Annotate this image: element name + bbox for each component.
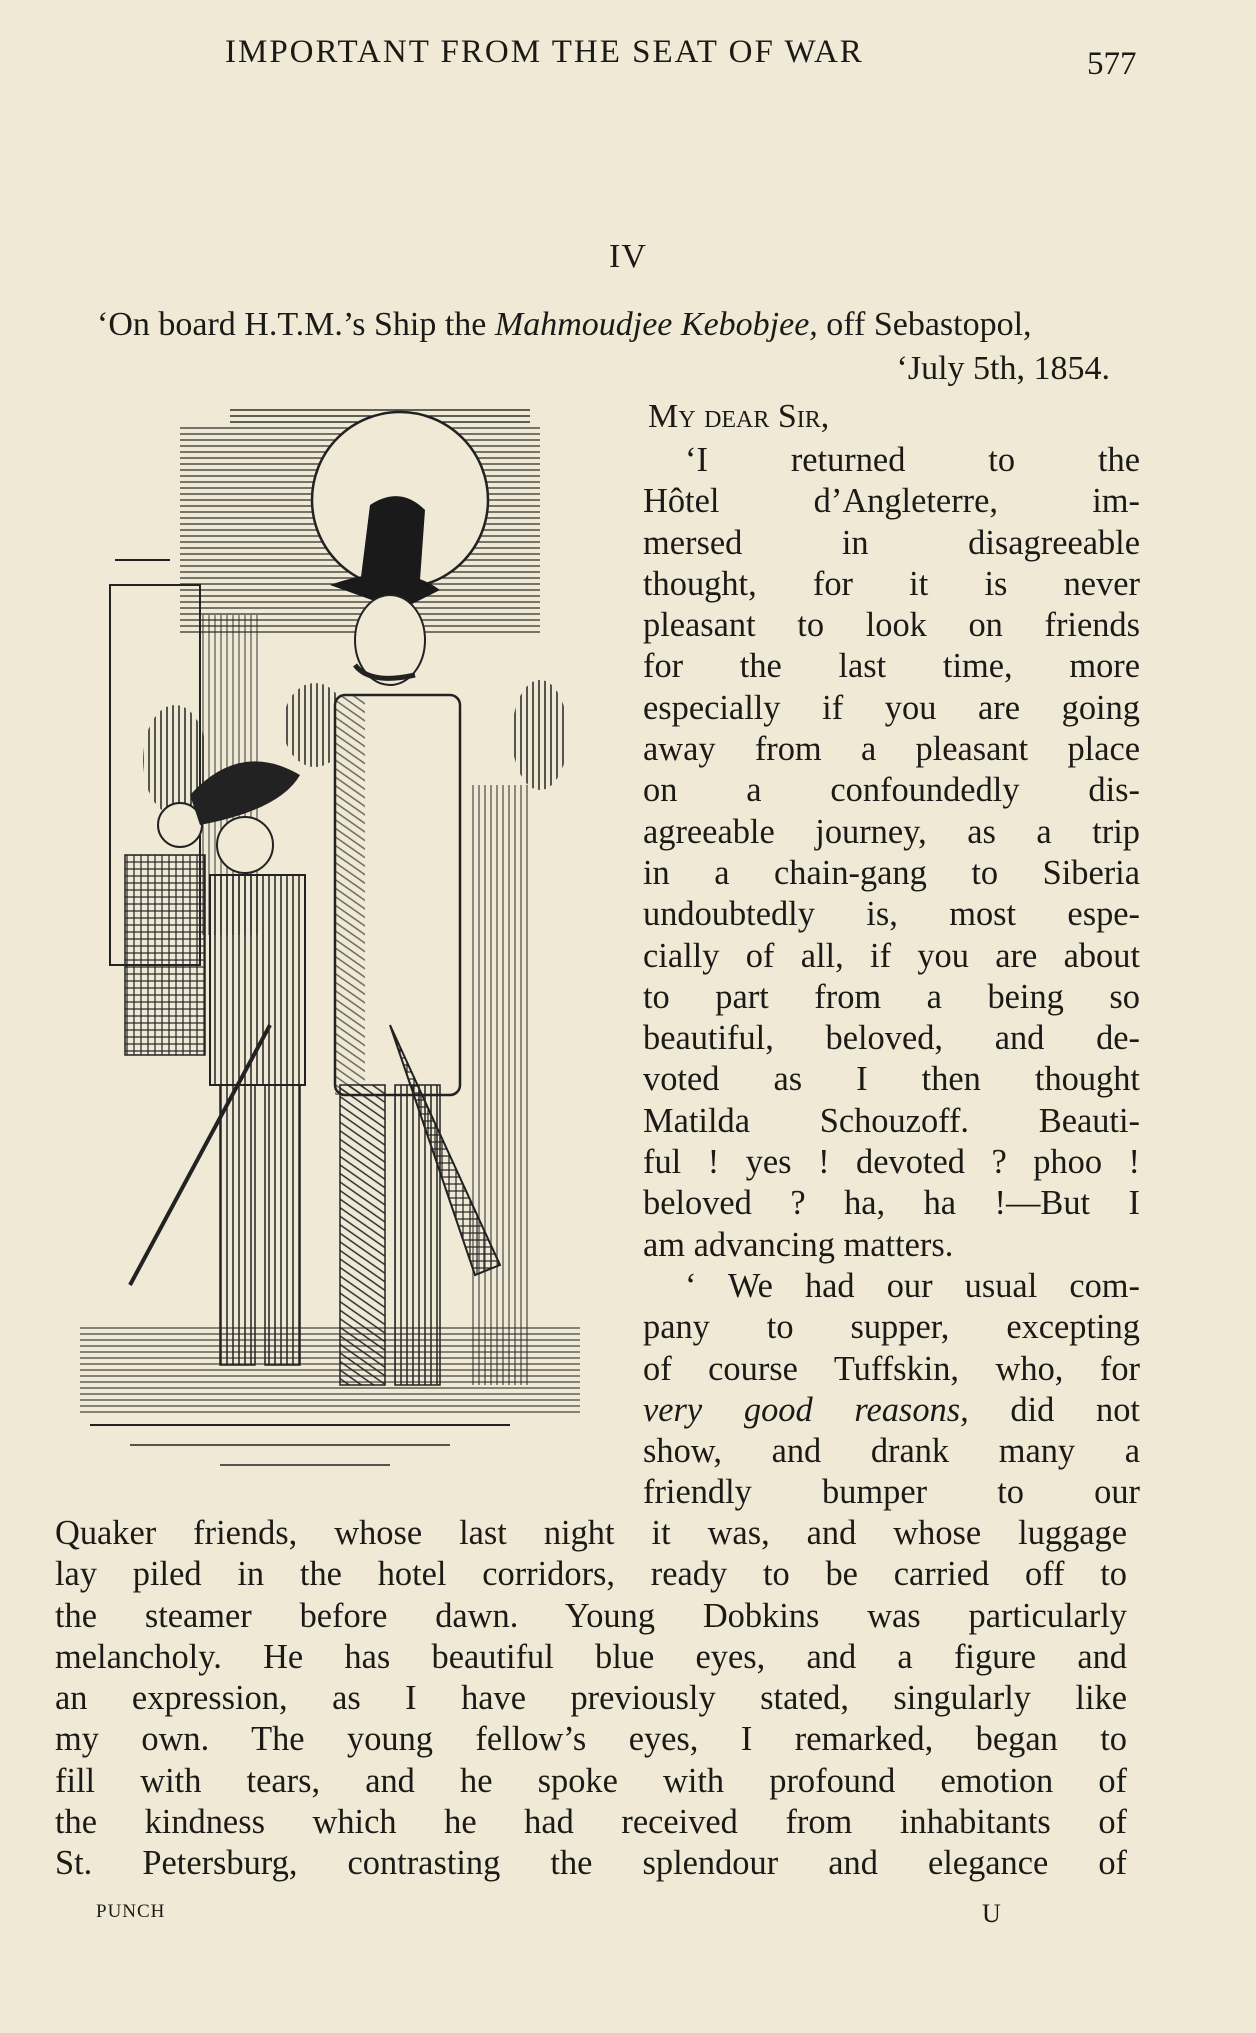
salutation — [648, 398, 829, 436]
section-numeral: IV — [609, 238, 647, 275]
text-line: melancholy. He has beautiful blue eyes, and a figure and — [55, 1637, 1127, 1676]
text-line: the kindness which he had received from inhabitants of — [55, 1803, 1127, 1842]
text-line: lay piled in the hotel corridors, ready to be carried off to — [55, 1555, 1127, 1594]
text-line: the steamer before dawn. Young Dobkins was particularly — [55, 1596, 1127, 1635]
text-line: of course Tuffskin, who, for — [643, 1349, 1140, 1388]
text-line: on a confoundedly dis- — [643, 771, 1140, 810]
text-line: for the last time, more — [643, 647, 1140, 686]
wide-column — [55, 1513, 1127, 1885]
text-line: St. Petersburg, contrasting the splendour and elegance of — [55, 1844, 1127, 1883]
dateline-date: ‘July 5th, 1854. — [896, 350, 1110, 387]
text-line: cially of all, if you are about — [643, 936, 1140, 975]
text-line: show, and drank many a — [643, 1432, 1140, 1471]
text-line: voted as I then thought — [643, 1060, 1140, 1099]
text-line: am advancing matters. — [643, 1225, 954, 1264]
text-line: friendly bumper to our — [643, 1473, 1140, 1512]
text-fragment: did not — [968, 1390, 1140, 1429]
text-line: my own. The young fellow’s eyes, I remarked, began to — [55, 1720, 1127, 1759]
signature-mark-right: U — [982, 1899, 1001, 1928]
running-title: IMPORTANT FROM THE SEAT OF WAR — [225, 34, 864, 70]
text-line: pany to supper, excepting — [643, 1308, 1140, 1347]
text-line: Matilda Schouzoff. Beauti- — [643, 1101, 1140, 1140]
text-line: especially if you are going — [643, 688, 1140, 727]
italic-phrase: very good reasons, — [643, 1390, 969, 1429]
text-line: Quaker friends, whose last night it was, and whose luggage — [55, 1514, 1127, 1552]
ship-name: Mahmoudjee Kebobjee, — [494, 306, 818, 343]
narrow-column — [643, 440, 1140, 1514]
signature-mark-left: PUNCH — [96, 1901, 166, 1922]
text-line: beloved ? ha, ha !—But I — [643, 1184, 1140, 1223]
page-number: 577 — [1087, 46, 1137, 82]
text-line: ful ! yes ! devoted ? phoo ! — [643, 1143, 1140, 1182]
text-line: to part from a being so — [643, 977, 1140, 1016]
salutation-initial: M — [648, 398, 679, 435]
text-line: away from a pleasant place — [643, 730, 1140, 769]
dateline-prefix: ‘On board H.T.M.’s Ship the — [97, 306, 495, 343]
text-line: pleasant to look on friends — [643, 606, 1140, 645]
text-line: in a chain-gang to Siberia — [643, 853, 1140, 892]
text-line — [643, 1390, 1140, 1431]
engraving-icon — [70, 385, 600, 1480]
dateline — [97, 306, 1147, 344]
text-line: ‘ We had our usual com- — [685, 1266, 1140, 1305]
text-line: agreeable journey, as a trip — [643, 812, 1140, 851]
text-line: undoubtedly is, most espe- — [643, 895, 1140, 934]
salutation-rest: y dear Sir, — [678, 398, 830, 435]
text-line: fill with tears, and he spoke with profound emotion of — [55, 1761, 1127, 1800]
text-line: beautiful, beloved, and de- — [643, 1019, 1140, 1058]
dateline-suffix: off Sebastopol, — [817, 306, 1032, 343]
text-line: thought, for it is never — [643, 564, 1140, 603]
text-line: Hôtel d’Angleterre, im- — [643, 482, 1140, 521]
text-line: mersed in disagreeable — [643, 523, 1140, 562]
text-line: an expression, as I have previously stated, singularly like — [55, 1679, 1127, 1718]
text-line: ‘I returned to the — [685, 441, 1140, 479]
